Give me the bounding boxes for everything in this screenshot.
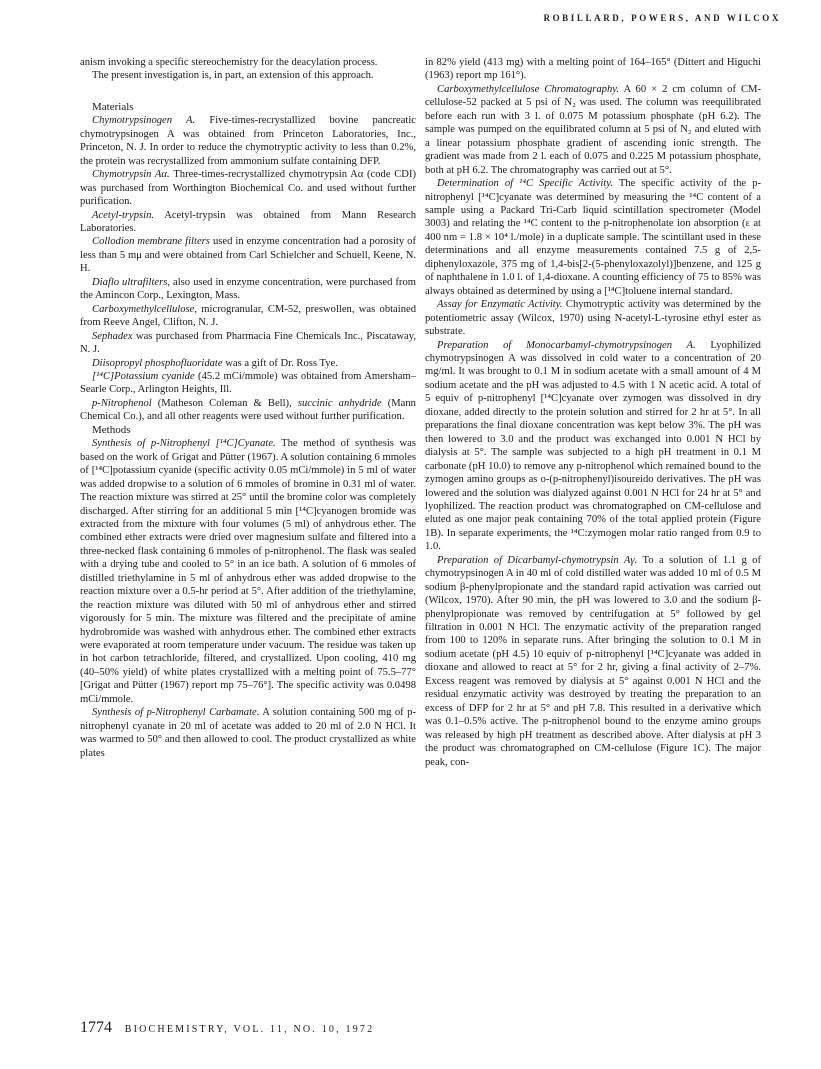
page-number: 1774	[80, 1019, 112, 1036]
item-title: p-Nitrophenol	[92, 397, 152, 409]
methods-paragraph	[425, 339, 761, 554]
item-text: (Matheson Coleman & Bell),	[151, 397, 298, 409]
methods-paragraph	[425, 554, 761, 769]
item-title: succinic anhydride	[297, 397, 382, 409]
item-title: Collodion membrane filters	[92, 236, 210, 248]
item-text: Three-times-recrystallized chymotrypsin Aα (code CDI) was purchased from Worthington Biochemical Co. and used without further purification.	[80, 169, 416, 208]
methods-paragraph	[425, 298, 761, 338]
page-footer	[80, 1019, 374, 1037]
subsection-text: The specific activity of the p-nitrophenyl [¹⁴C]cyanate was determined by measuring the ¹⁴C content of a sample using a Packard Tri-Carb liquid scintillation spectrometer (Model 3003) and relating the ¹⁴C content to the p-nitrophenolate ion absorption (ε at 400 nm = 1.8 × 10⁴ l./mole) in a duplicate sample. The scintillant used in these determinations and all enzyme measurements contained 7.5 g of 2,5-diphenyloxazole, 375 mg of 1,4-bis[2-(5-phenyloxazolyl)]benzene, and 125 g of naphthalene in 1.0 l. of 1,4-dioxane. A counting efficiency of 75 to 85% was always obtained as determined by using a [¹⁴C]toluene internal standard.	[425, 178, 761, 297]
item-text: was a gift of Dr. Ross Tye.	[222, 357, 338, 369]
item-text: was purchased from Pharmacia Fine Chemicals Inc., Piscataway, N. J.	[80, 330, 416, 356]
methods-paragraph	[425, 177, 761, 298]
methods-paragraph	[425, 83, 761, 177]
item-text: Acetyl-trypsin was obtained from Mann Research Laboratories.	[80, 209, 416, 234]
subsection-text: Chymotryptic activity was determined by the potentiometric assay (Wilcox, 1970) using N-acetyl-L-tyrosine ethyl ester as substrate.	[425, 299, 761, 338]
materials-item	[80, 370, 416, 397]
item-title: Sephadex	[92, 330, 133, 342]
right-column	[425, 56, 761, 769]
subsection-title: Synthesis of p-Nitrophenyl Carbamate.	[92, 707, 260, 719]
materials-item	[80, 397, 416, 424]
item-title: Chymotrypsinogen A.	[92, 115, 196, 127]
materials-item	[80, 330, 416, 357]
subsection-title: Assay for Enzymatic Activity.	[437, 299, 563, 311]
subsection-title: Synthesis of p-Nitrophenyl [¹⁴C]Cyanate.	[92, 438, 276, 450]
subsection-title: Preparation of Dicarbamyl-chymotrypsin Aγ.	[437, 554, 638, 566]
methods-paragraph	[80, 437, 416, 706]
section-heading-materials: Materials	[92, 100, 134, 113]
materials-item	[80, 276, 416, 303]
subsection-text: Lyophilized chymotrypsinogen A was dissolved in cold water to a concentration of 20 mg/ml. It was brought to 0.1 M in sodium acetate with a small amount of 4 M sodium acetate and the pH was adjusted to 4.5 with 1 N acetic acid. A total of 5 equiv of p-nitrophenyl [¹⁴C]cyanate over zymogen was dissolved in dry dioxane, added directly to the protein solution and stirred for 2 hr at 5°. In all preparations the final dioxane concentration was kept below 3%. The pH was then lowered to 3.0 and the product was exchanged into 0.001 N HCl by dialysis at 5°. The sample was subjected to a high pH treatment in 0.1 M carbonate (pH 10.0) to remove any p-nitrophenol which remained bound to the zymogen amino groups as o-(p-nitrophenyl)isoureido derivatives. The pH was lowered and the solution was dialyzed against 0.001 N HCl for 24 hr at 5° and lyophilized. The reaction product was chromatographed on CM-cellulose and eluted as one major peak containing 70% of the total applied protein (Figure 1B). In separate experiments, the ¹⁴C:zymogen molar ratio ranged from 0.9 to 1.0.	[425, 339, 761, 553]
item-title: Acetyl-trypsin.	[92, 209, 155, 221]
materials-item	[80, 357, 416, 370]
item-title: Chymotrypsin Aα.	[92, 169, 170, 181]
item-text: (Mann Chemical Co.), and all other reagents were used without further purification.	[80, 397, 416, 423]
subsection-text: A solution containing 500 mg of p-nitrophenyl cyanate in 20 ml of acetate was added to 20 ml of 2.0 N HCl. It was warmed to 50° and then allowed to cool. The product crystallized as white plates	[80, 707, 416, 759]
subsection-text: A 60 × 2 cm column of CM-cellulose-52 packed at 5 psi of N₂ was used. The column was reequilibrated before each run with 3 l. of 0.075 M potassium phosphate (pH 6.2). The sample was pumped on the equilibrated column at 5 psi of N₂ and eluted with a linear potassium phosphate gradient of ascending ionic strength. The gradient was made from 2 l. each of 0.075 and 0.225 M potassium phosphate, both at pH 6.2. The chromatography was carried out at 5°.	[425, 83, 761, 176]
item-text: microgranular, CM-52, preswollen, was obtained from Reeve Angel, Clifton, N. J.	[80, 303, 416, 329]
paragraph: anism invoking a specific stereochemistry for the deacylation process.	[80, 57, 378, 68]
section-heading-methods: Methods	[92, 423, 131, 436]
journal-citation: BIOCHEMISTRY, VOL. 11, NO. 10, 1972	[124, 1024, 375, 1035]
item-title: Carboxymethylcellulose,	[92, 303, 198, 315]
materials-item	[80, 303, 416, 330]
item-title: Diisopropyl phosphofluoridate	[92, 357, 223, 369]
materials-item	[80, 168, 416, 208]
materials-item	[80, 235, 416, 275]
subsection-text: To a solution of 1.1 g of chymotrypsinogen A in 40 ml of cold distilled water was added 10 ml of 0.5 M sodium β-phenylpropionate and the standard rapid activation was carried out (Wilcox, 1970). After 90 min, the pH was lowered to 3.0 and the sodium β-phenylpropionate was removed by centrifugation at 5° followed by gel filtration in 0.001 N HCl. The enzymatic activity of the preparation ranged from 100 to 120% in separate runs. After bringing the solution to 0.1 M in sodium acetate (pH 4.5) 10 equiv of p-nitrophenyl [¹⁴C]cyanate was added in dioxane and allowed to react at 5° for 2 hr, giving a final activity of 2–7%. Excess reagent was removed by dialysis at 5° against 0.001 N HCl and the residual enzymatic activity was destroyed by treating the preparation to an excess of DFP for 2 hr at 5° and pH 7.8. This resulted in a derivative which was 0.1–0.5% active. The p-nitrophenol bound to the enzyme amino groups was released by high pH treatment as described above. After dialysis at pH 3 the product was chromatographed on CM-cellulose (Figure 1C). The major peak, con-	[425, 554, 761, 768]
subsection-text: The method of synthesis was based on the work of Grigat and Pütter (1967). A solution containing 6 mmoles of [¹⁴C]potassium cyanide (specific activity 0.05 mCi/mmole) in 5 ml of water was added dropwise to a solution of 6 mmoles of bromine in 0.31 ml of water. The reaction mixture was stirred at 25° until the bromine color was completely discharged. After stirring for an additional 5 min [¹⁴C]cyanogen bromide was extracted from the mixture with four volumes (5 ml) of anhydrous ether. The combined ether extracts were dried over magnesium sulfate and filtered into a three-necked flask containing 6 mmoles of p-nitrophenol. The flask was sealed with a drying tube and cooled to 5° in an ice bath. A solution of 6 mmoles of distilled triethylamine in 5 ml of anhydrous ether was added dropwise to the reaction mixture over a 0.5-hr period at 5°. After addition of the triethylamine, the reaction mixture was diluted with 50 ml of anhydrous ether and stirred vigorously for 5 min. The mixture was filtered and the precipitate of amine hydrobromide was washed with anhydrous ether. The combined ether extracts were evaporated at room temperature under vacuum. The residue was taken up in hot carbon tetrachloride, filtered, and crystallized. Upon cooling, 410 mg (40–50% yield) of white plates crystallized with a melting point of 75.5–77° [Grigat and Pütter (1967) report mp 75–76°]. The specific activity was 0.0498 mCi/mmole.	[80, 438, 417, 705]
item-text: (45.2 mCi/mmole) was obtained from Amersham–Searle Corp., Arlington Heights, Ill.	[80, 370, 416, 396]
materials-item	[80, 114, 416, 168]
item-text: also used in enzyme concentration, were purchased from the Amincon Corp., Lexington, Mass.	[80, 276, 416, 302]
item-title: [¹⁴C]Potassium cyanide	[92, 370, 195, 382]
item-title: Diaflo ultrafilters,	[92, 276, 171, 288]
paragraph: The present investigation is, in part, an extension of this approach.	[92, 70, 374, 82]
item-text: Five-times-recrystallized bovine pancreatic chymotrypsinogen A was obtained from Princeton Laboratories, Inc., Princeton, N. J. In order to reduce the chymotryptic activity to less than 0.2%, the protein was recrystallized from ammonium sulfate containing DFP.	[80, 115, 416, 167]
item-text: used in enzyme concentration had a porosity of less than 5 mμ and were obtained from Carl Schielcher and Schuell, Keene, N. H.	[80, 236, 417, 275]
subsection-title: Determination of ¹⁴C Specific Activity.	[437, 178, 613, 190]
materials-item	[80, 209, 416, 236]
methods-paragraph	[80, 706, 416, 760]
subsection-title: Carboxymethylcellulose Chromatography.	[437, 83, 620, 95]
subsection-title: Preparation of Monocarbamyl-chymotrypsinogen A.	[437, 339, 696, 351]
paragraph: in 82% yield (413 mg) with a melting point of 164–165° (Dittert and Higuchi (1963) report mp 161°).	[425, 57, 761, 82]
left-column	[80, 56, 416, 760]
running-head: ROBILLARD, POWERS, AND WILCOX	[543, 13, 781, 23]
